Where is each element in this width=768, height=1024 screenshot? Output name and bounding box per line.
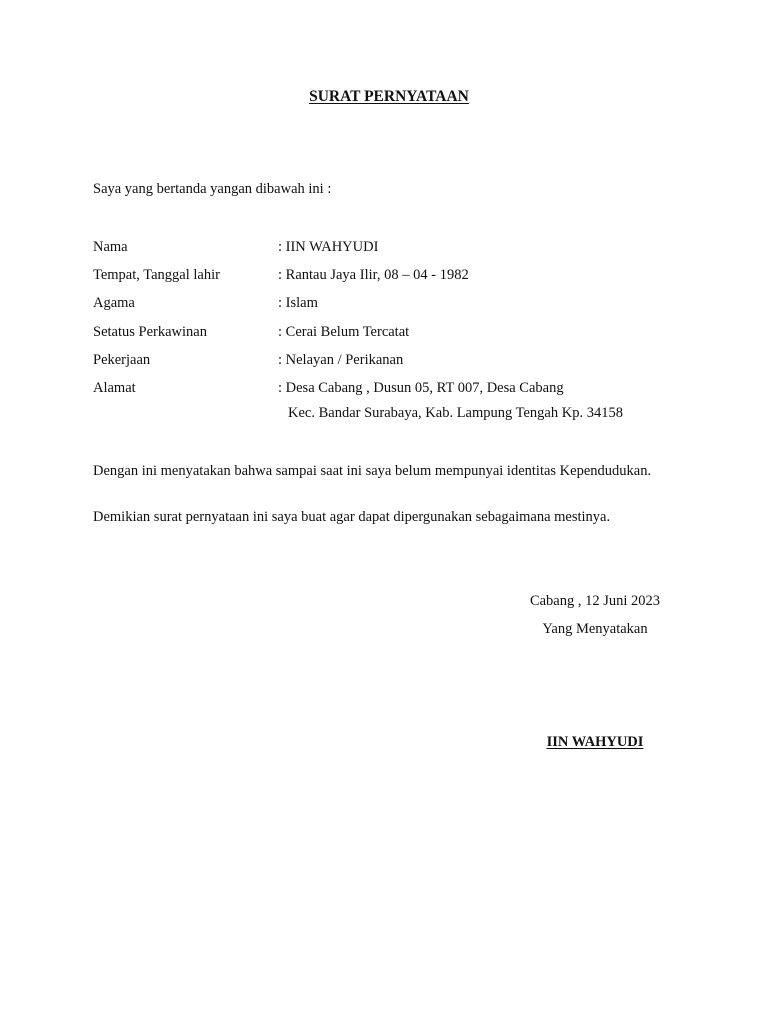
field-value: : Islam [278,295,318,312]
field-value: : Nelayan / Perikanan [278,351,404,368]
statement-paragraph: Dengan ini menyatakan bahwa sampai saat ini saya belum mempunyai identitas Kependudukan. [93,463,652,479]
field-row-status-perkawinan [93,322,693,350]
address-line-2: Kec. Bandar Surabaya, Kab. Lampung Tengah Kp. 34158 [288,405,623,421]
field-value: : Cerai Belum Tercatat [278,323,410,340]
field-label: Tempat, Tanggal lahir [93,267,220,284]
field-value: : Desa Cabang , Dusun 05, RT 007, Desa Cabang [278,379,564,396]
place-date: Cabang , 12 Juni 2023 [529,593,661,609]
field-label: Alamat [93,379,136,396]
field-row-nama [93,237,693,265]
field-value: : IIN WAHYUDI [278,239,379,255]
field-row-pekerjaan [93,350,693,378]
closing-paragraph: Demikian surat pernyataan ini saya buat agar dapat dipergunakan sebagaimana mestinya. [93,509,611,525]
identity-fields [93,237,693,406]
document-title: SURAT PERNYATAAN [309,88,469,105]
field-label: Agama [93,295,135,312]
field-row-tempat-tanggal-lahir [93,265,693,293]
field-label: Setatus Perkawinan [93,323,207,340]
field-label: Nama [93,239,128,255]
closing-label: Yang Menyatakan [542,621,648,637]
signer-name: IIN WAHYUDI [546,734,644,750]
intro-text: Saya yang bertanda yangan dibawah ini : [93,181,332,197]
field-value: : Rantau Jaya Ilir, 08 – 04 - 1982 [278,267,469,284]
field-row-alamat [93,378,693,406]
field-label: Pekerjaan [93,351,151,368]
field-row-agama [93,293,693,321]
